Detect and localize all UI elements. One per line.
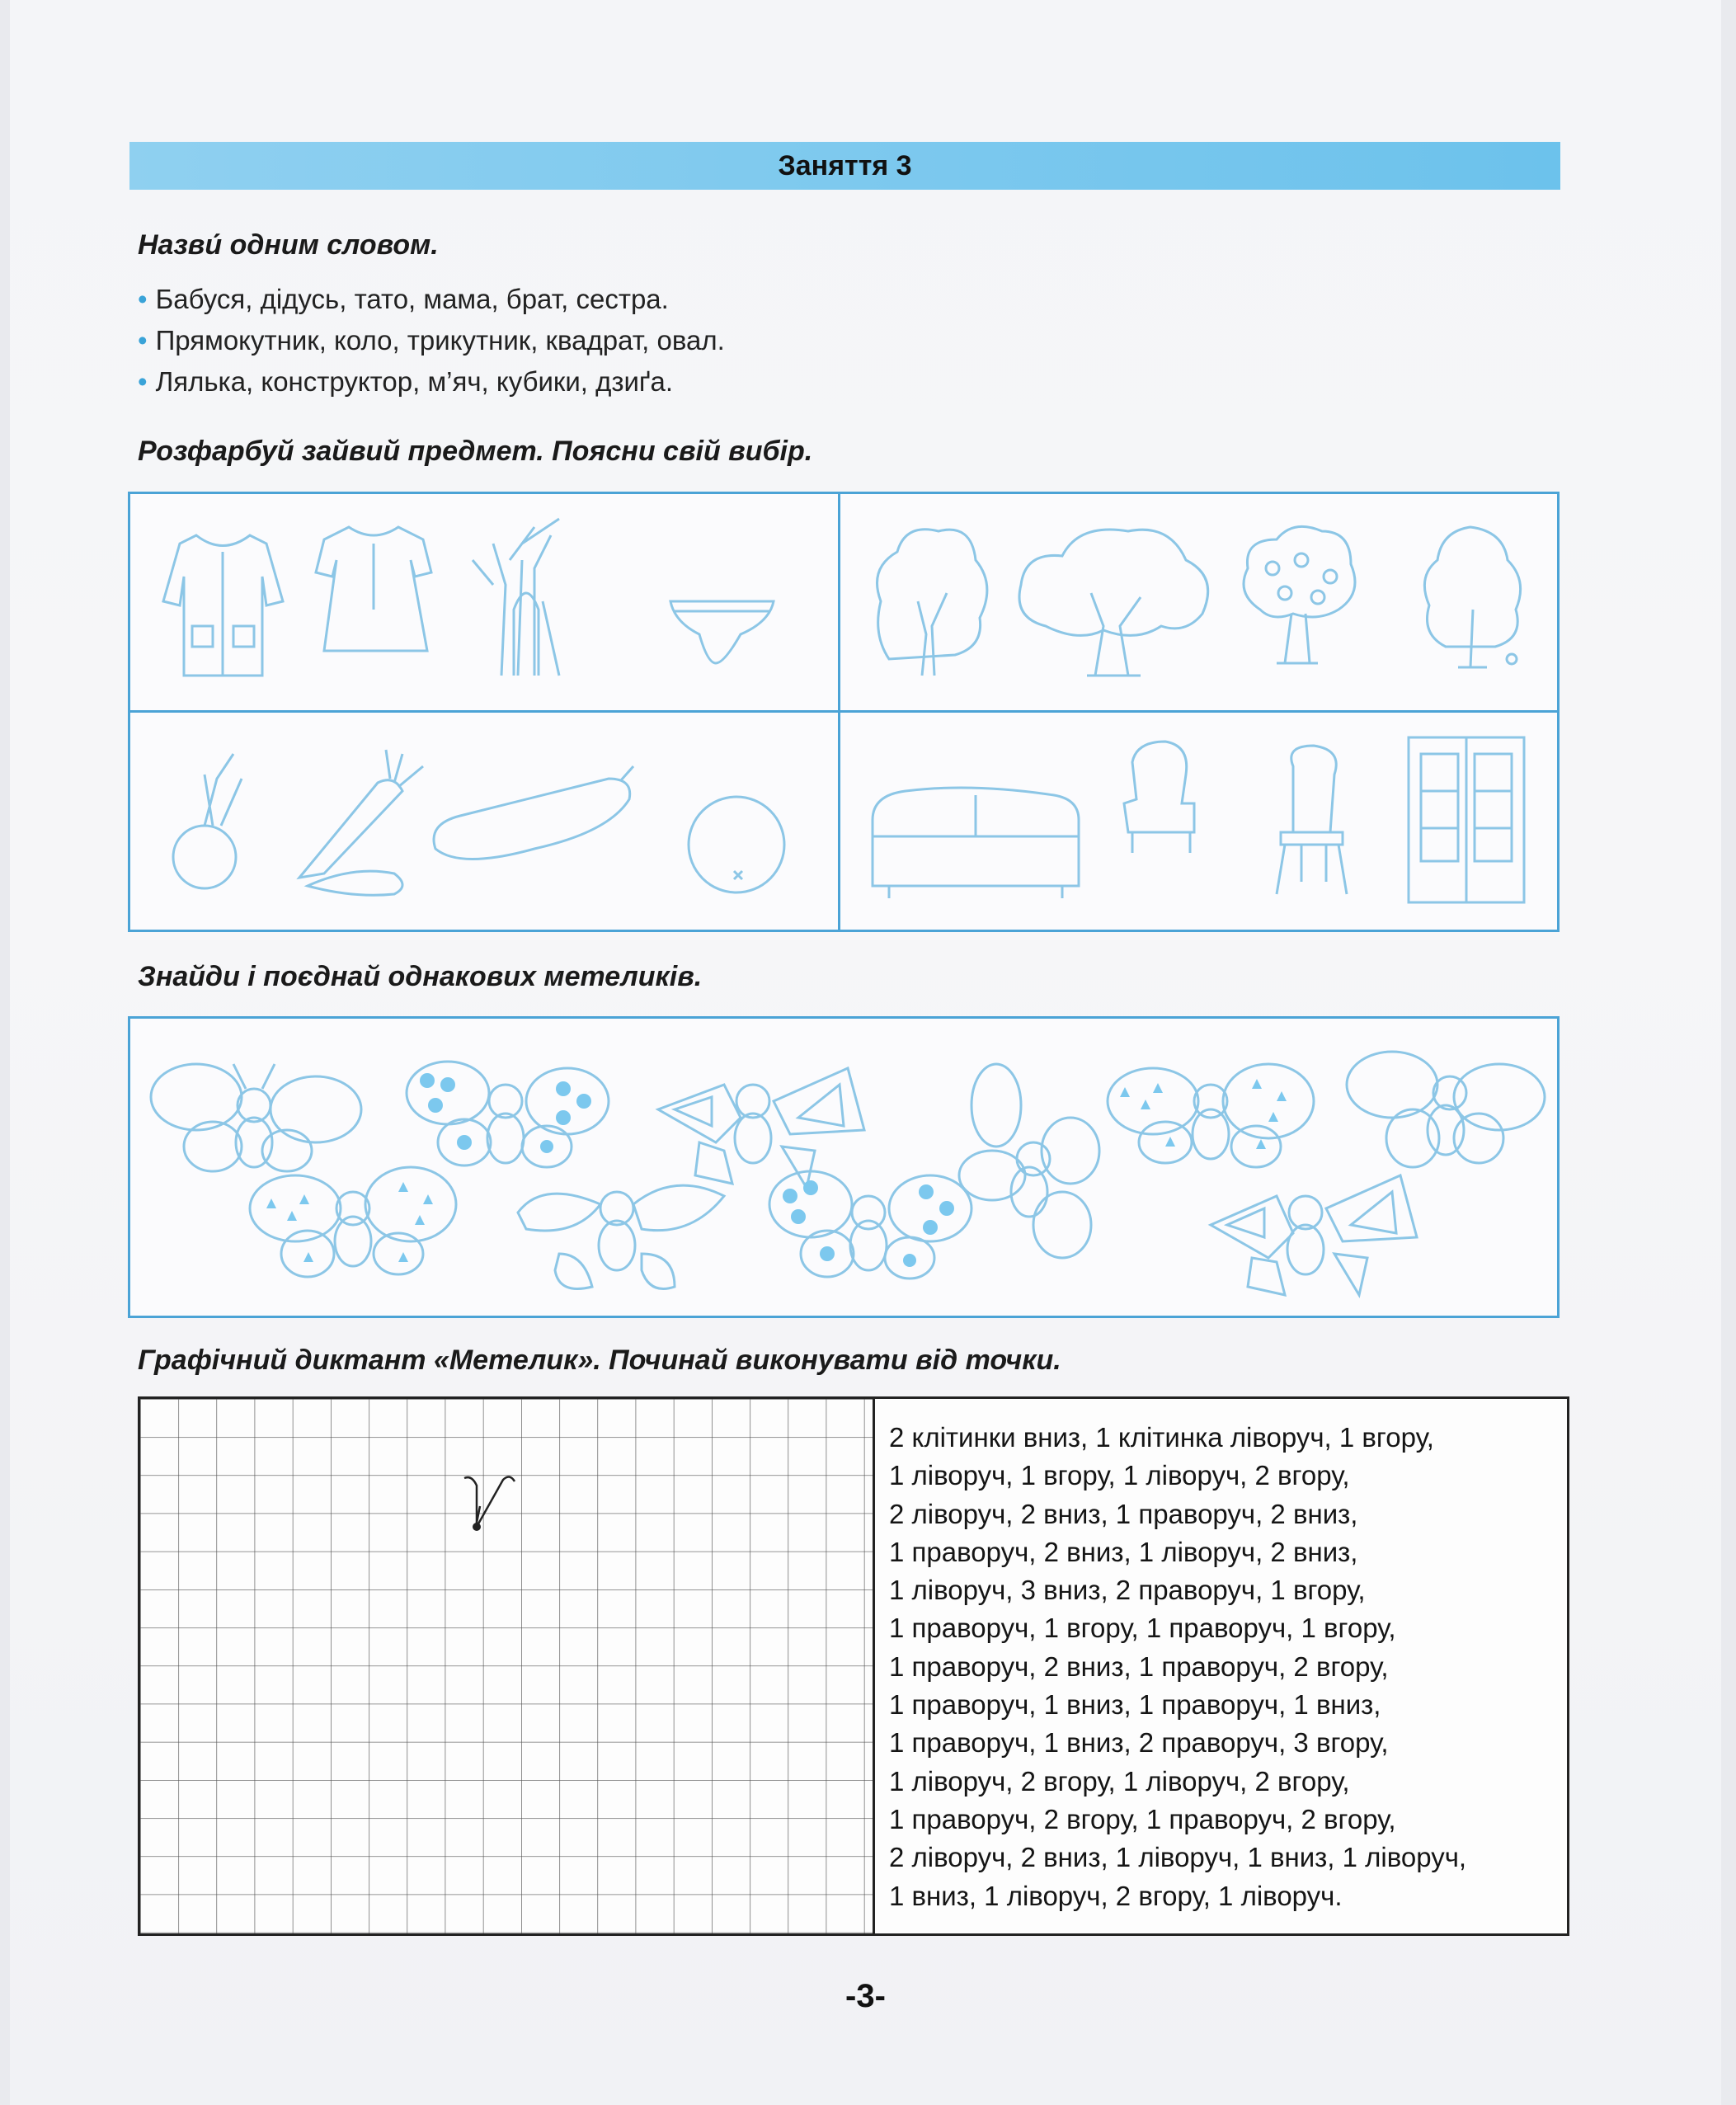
task2-title: Розфарбуй зайвий предмет. Поясни свій вибір. — [138, 436, 813, 467]
start-point — [473, 1523, 481, 1531]
step-line: 1 вниз, 1 ліворуч, 2 вгору, 1 ліворуч. — [889, 1880, 1343, 1911]
butterfly-plain[interactable] — [1347, 1052, 1545, 1167]
cucumber-icon — [434, 766, 633, 859]
workbook-page — [10, 0, 1721, 2105]
step-line: 2 ліворуч, 2 вниз, 1 ліворуч, 1 вниз, 1 ліворуч, — [889, 1842, 1467, 1873]
butterfly-plain[interactable] — [151, 1064, 361, 1171]
step-line: 2 ліворуч, 2 вниз, 1 праворуч, 2 вниз, — [889, 1498, 1358, 1529]
step-line: 1 праворуч, 2 вгору, 1 праворуч, 2 вгору, — [889, 1803, 1396, 1834]
orange-icon — [689, 797, 784, 892]
tree-icon — [877, 530, 987, 676]
armchair-icon — [1124, 742, 1194, 853]
tree-icon — [1019, 530, 1208, 676]
fir-tree-icon — [1424, 527, 1520, 667]
carrot-icon — [299, 750, 423, 895]
step-line: 2 клітинки вниз, 1 клітинка ліворуч, 1 вгору, — [889, 1422, 1434, 1453]
butterfly-plain[interactable] — [518, 1185, 724, 1288]
tree-icon — [473, 519, 559, 676]
divider — [130, 710, 1557, 713]
lesson-header-bar — [129, 142, 1560, 190]
butterfly-plain[interactable] — [959, 1064, 1099, 1258]
butterfly-triangles[interactable] — [1108, 1064, 1314, 1167]
furniture-group[interactable] — [856, 729, 1541, 915]
page-number: -3- — [845, 1978, 886, 2014]
task1-title: Назви́ одним словом. — [138, 229, 439, 261]
beet-icon — [173, 754, 242, 888]
graphic-dictation-box — [138, 1396, 1569, 1936]
butterfly-triangles[interactable] — [658, 1068, 864, 1188]
step-line: 1 праворуч, 1 вниз, 2 праворуч, 3 вгору, — [889, 1727, 1389, 1759]
task4-title: Графічний диктант «Метелик». Починай виконувати від точки. — [138, 1344, 1061, 1376]
dictation-steps — [889, 1419, 1466, 1915]
dress-icon — [316, 527, 431, 651]
vegetables-group[interactable] — [147, 729, 823, 915]
underpants-icon — [670, 601, 774, 663]
step-line: 1 ліворуч, 2 вгору, 1 ліворуч, 2 вгору, — [889, 1765, 1350, 1797]
sofa-icon — [873, 788, 1079, 898]
trees-group[interactable] — [856, 511, 1541, 696]
grid-lines — [140, 1399, 873, 1933]
chair-icon — [1277, 746, 1347, 894]
step-line: 1 праворуч, 1 вгору, 1 праворуч, 1 вгору, — [889, 1613, 1396, 1644]
step-line: 1 ліворуч, 1 вгору, 1 ліворуч, 2 вгору, — [889, 1460, 1350, 1491]
butterfly-dots[interactable] — [407, 1062, 609, 1167]
butterfly-triangles[interactable] — [250, 1167, 456, 1277]
task3-title: Знайди і поєднай однакових метеликів. — [138, 961, 703, 992]
cupboard-icon — [1409, 737, 1524, 902]
butterfly-dots[interactable] — [769, 1171, 972, 1279]
step-line: 1 праворуч, 2 вниз, 1 праворуч, 2 вгору, — [889, 1651, 1389, 1682]
task1-item: • Лялька, конструктор, м’яч, кубики, дзиґа. — [138, 361, 725, 403]
step-line: 1 праворуч, 1 вниз, 1 праворуч, 1 вниз, — [889, 1689, 1381, 1721]
task1-item: • Бабуся, дідусь, тато, мама, брат, сестра. — [138, 279, 725, 320]
step-line: 1 праворуч, 2 вниз, 1 ліворуч, 2 вниз, — [889, 1536, 1358, 1567]
odd-one-out-box — [128, 492, 1560, 932]
coat-icon — [163, 535, 283, 676]
lesson-title: Заняття 3 — [778, 150, 912, 181]
apple-tree-icon — [1244, 526, 1355, 663]
butterflies-box[interactable] — [128, 1016, 1560, 1318]
butterfly-triangles[interactable] — [1211, 1175, 1417, 1295]
drawing-grid[interactable] — [140, 1399, 875, 1933]
task1-item: • Прямокутник, коло, трикутник, квадрат, овал. — [138, 320, 725, 361]
task1-list — [138, 279, 725, 403]
clothes-group[interactable] — [147, 511, 823, 696]
step-line: 1 ліворуч, 3 вниз, 2 праворуч, 1 вгору, — [889, 1575, 1366, 1606]
